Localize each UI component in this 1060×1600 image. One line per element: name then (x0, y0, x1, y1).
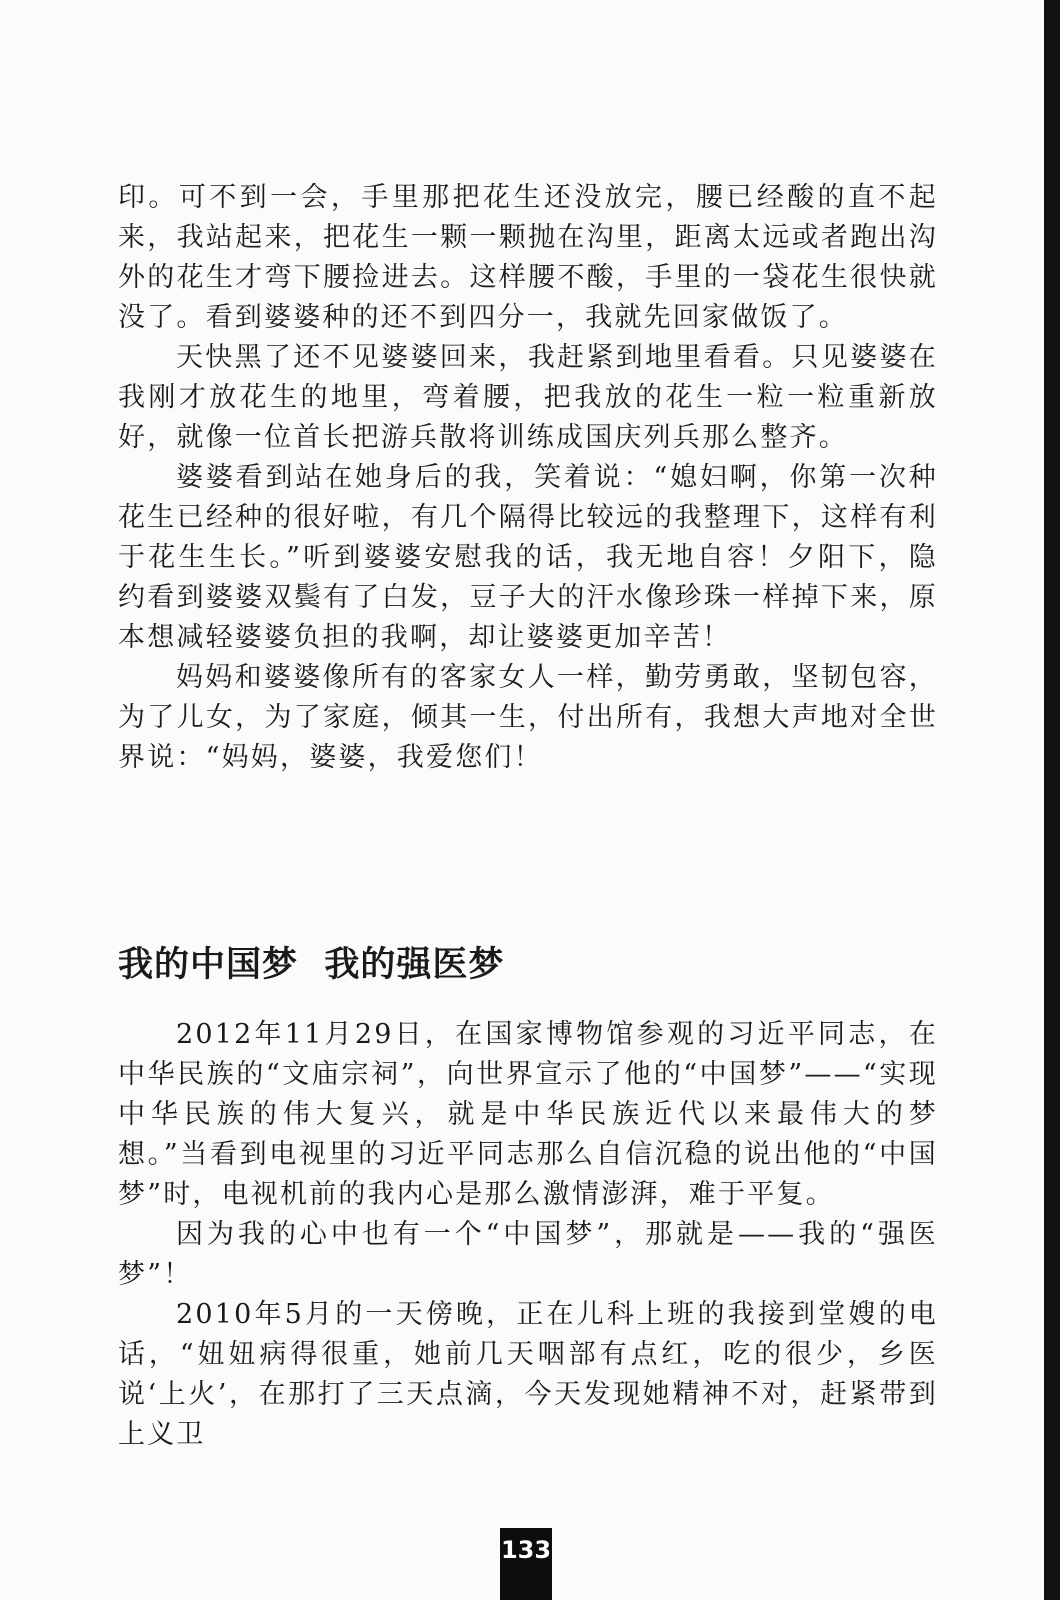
paragraph: 因为我的心中也有一个“中国梦”，那就是——我的“强医梦”！ (118, 1219, 938, 1290)
article-title: 我的中国梦 我的强医梦 (118, 945, 505, 985)
paragraph: 2012年11月29日，在国家博物馆参观的习近平同志，在中华民族的“文庙宗祠”，向世界宣示了他的“中国梦”——“实现中华民族的伟大复兴，就是中华民族近代以来最伟大的梦想。”当看到电视里的习近平同志那么自信沉稳的说出他的“中国梦”时，电视机前的我内心是那么激情澎湃，难于平复。 (118, 1019, 938, 1210)
paragraph: 妈妈和婆婆像所有的客家女人一样，勤劳勇敢，坚韧包容，为了儿女，为了家庭，倾其一生，付出所有，我想大声地对全世界说：“妈妈，婆婆，我爱您们！ (118, 662, 938, 773)
paragraph: 2010年5月的一天傍晚，正在儿科上班的我接到堂嫂的电话，“妞妞病得很重，她前几天咽部有点红，吃的很少，乡医说‘上火’，在那打了三天点滴，今天发现她精神不对，赶紧带到上义卫 (118, 1299, 938, 1450)
page-edge-shadow (1044, 0, 1060, 1600)
paragraph: 天快黑了还不见婆婆回来，我赶紧到地里看看。只见婆婆在我刚才放花生的地里，弯着腰，把我放的花生一粒一粒重新放好，就像一位首长把游兵散将训练成国庆列兵那么整齐。 (118, 342, 938, 453)
upper-text-block (118, 178, 938, 778)
paragraph: 婆婆看到站在她身后的我，笑着说：“媳妇啊，你第一次种花生已经种的很好啦，有几个隔得比较远的我整理下，这样有利于花生生长。”听到婆婆安慰我的话，我无地自容！夕阳下，隐约看到婆婆双鬓有了白发，豆子大的汗水像珍珠一样掉下来，原本想减轻婆婆负担的我啊，却让婆婆更加辛苦！ (118, 462, 938, 653)
article-body (118, 1015, 938, 1455)
page-number: 133 (500, 1528, 552, 1600)
paragraph-continuation: 印。可不到一会，手里那把花生还没放完，腰已经酸的直不起来，我站起来，把花生一颗一颗抛在沟里，距离太远或者跑出沟外的花生才弯下腰捡进去。这样腰不酸，手里的一袋花生很快就没了。看到婆婆种的还不到四分一，我就先回家做饭了。 (118, 182, 938, 333)
